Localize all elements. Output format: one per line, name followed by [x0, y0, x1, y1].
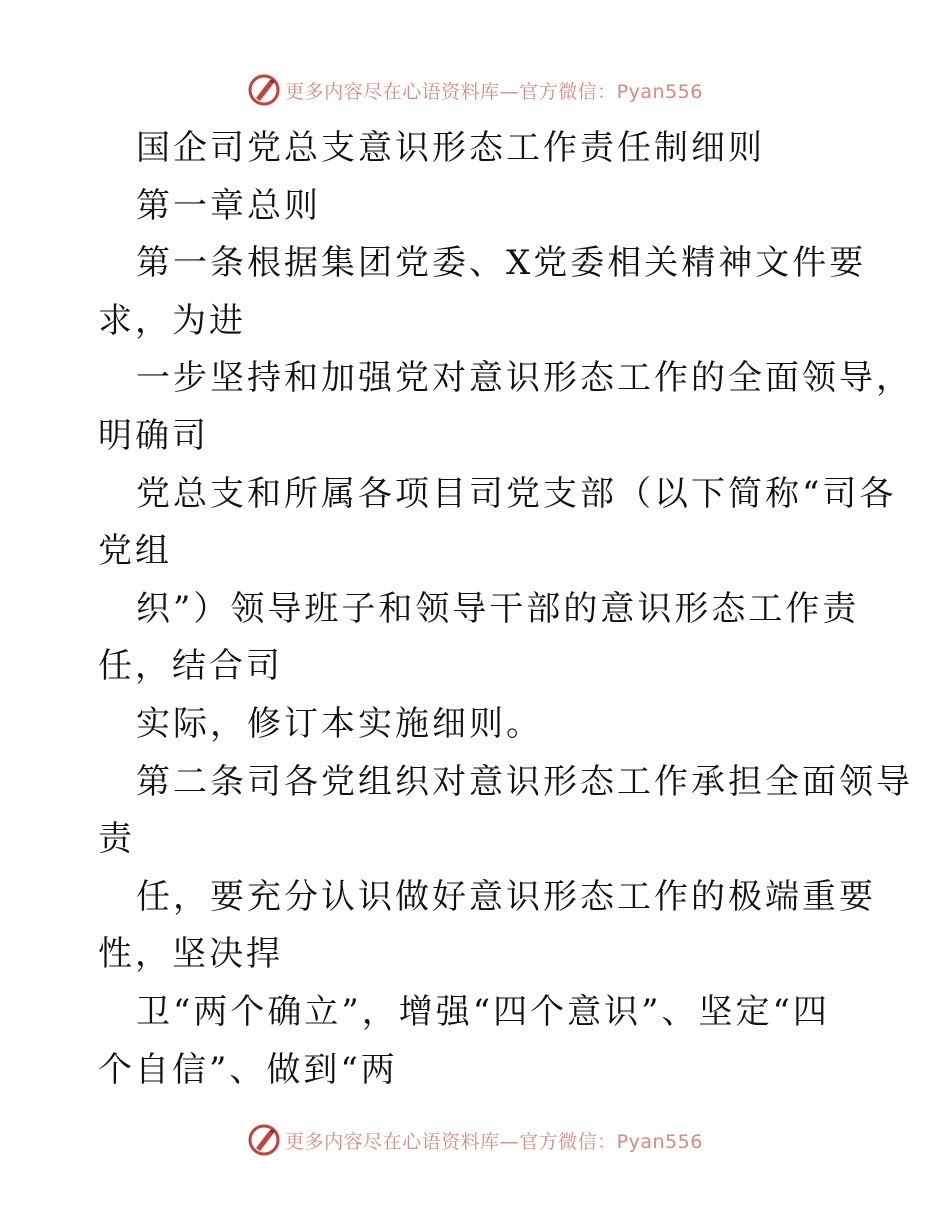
document-body	[0, 120, 950, 1099]
watermark-text: 更多内容尽在心语资料库—官方微信：Pyan556	[285, 80, 703, 103]
paragraph-line: 实际，修订本实施细则。	[136, 703, 543, 744]
paragraph-line: 卫“两个确立”，增强“四个意识”、坚定“四	[136, 991, 830, 1032]
document-title: 国企司党总支意识形态工作责任制细则	[136, 128, 765, 168]
paragraph-line: 明确司	[98, 415, 209, 456]
paragraph-line: 一步坚持和加强党对意识形态工作的全面领导，	[136, 358, 913, 399]
paragraph-line: 任，结合司	[98, 646, 283, 687]
paragraph-line: 第二条司各党组织对意识形态工作承担全面领导	[136, 761, 913, 802]
paragraph-line: 性，坚决捍	[98, 934, 283, 975]
paragraph-line: 党组	[98, 531, 172, 572]
footer-watermark	[0, 1120, 950, 1160]
paragraph-line: 个自信”、做到“两	[98, 1049, 398, 1090]
pen-seal-logo-icon	[247, 1123, 281, 1157]
paragraph-line: 任，要充分认识做好意识形态工作的极端重要	[136, 876, 876, 917]
watermark-text: 更多内容尽在心语资料库—官方微信：Pyan556	[285, 1130, 703, 1153]
paragraph-line: 求，为进	[98, 300, 246, 341]
paragraph-line: 织”）领导班子和领导干部的意识形态工作责	[136, 588, 860, 629]
header-watermark	[0, 70, 950, 110]
paragraph-line: 党总支和所属各项目司党支部（以下简称“司各	[136, 473, 897, 514]
chapter-heading: 第一章总则	[136, 185, 321, 226]
paragraph-line: 第一条根据集团党委、X党委相关精神文件要	[136, 243, 867, 284]
pen-seal-logo-icon	[247, 73, 281, 107]
paragraph-line: 责	[98, 819, 135, 860]
